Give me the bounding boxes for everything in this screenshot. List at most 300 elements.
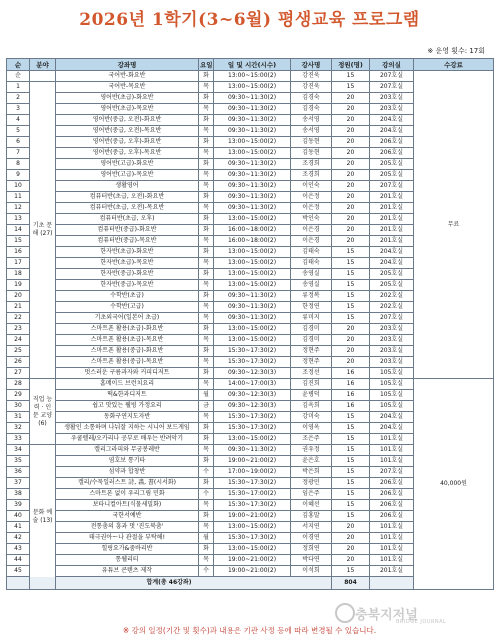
course-name: 유튜브 콘텐츠 제작	[56, 566, 199, 577]
course-name: 한자반(중급)-목요반	[56, 280, 199, 291]
row-number: 11	[7, 192, 30, 203]
course-name: 동화구연지도자반	[56, 412, 199, 423]
day-of-week: 화	[199, 346, 214, 357]
time-slot: 15:30~17:30(2)	[214, 357, 291, 368]
instructor: 한정연	[291, 302, 332, 313]
time-slot: 15:30~17:30(2)	[214, 478, 291, 489]
time-slot: 16:00~18:00(2)	[214, 225, 291, 236]
course-name: 영어반(초급)-화요반	[56, 93, 199, 104]
course-name: 홈메이드 브런치요리	[56, 379, 199, 390]
classroom: 203호실	[370, 357, 414, 368]
day-of-week: 목	[199, 335, 214, 346]
time-slot: 13:00~15:00(2)	[214, 335, 291, 346]
capacity: 15	[332, 71, 370, 82]
time-slot: 15:30~17:00(2)	[214, 489, 291, 500]
time-slot: 13:00~15:00(2)	[214, 544, 291, 555]
classroom: 205호실	[370, 269, 414, 280]
table-row	[7, 379, 494, 390]
course-name: 수학반(고급)	[56, 302, 199, 313]
instructor: 이영옥	[291, 423, 332, 434]
instructor: 이인숙	[291, 181, 332, 192]
day-of-week: 화	[199, 159, 214, 170]
operation-count: ※ 운영 횟수: 17회	[427, 47, 485, 55]
classroom: 101호실	[370, 434, 414, 445]
course-name: 한자반(초급)-목요반	[56, 258, 199, 269]
instructor: 강진욱	[291, 71, 332, 82]
course-name: 컴퓨터반(중급)-화요반	[56, 225, 199, 236]
course-name: 국어반-화요반	[56, 71, 199, 82]
instructor: 박은희	[291, 467, 332, 478]
instructor: 정현주	[291, 357, 332, 368]
time-slot: 19:00~21:00(2)	[214, 456, 291, 467]
header-cell: 수강료	[414, 59, 494, 71]
row-number: 8	[7, 159, 30, 170]
table-row	[7, 71, 494, 82]
course-name: 떡&한과디저트	[56, 390, 199, 401]
classroom: 101호실	[370, 445, 414, 456]
row-number: 23	[7, 324, 30, 335]
capacity: 15	[332, 247, 370, 258]
day-of-week: 목	[199, 379, 214, 390]
day-of-week: 수	[199, 566, 214, 577]
day-of-week: 목	[199, 412, 214, 423]
capacity: 15	[332, 478, 370, 489]
time-slot: 13:00~15:00(2)	[214, 522, 291, 533]
classroom: 206호실	[370, 478, 414, 489]
course-name: 멋스러운 구름과자와 커피디저트	[56, 368, 199, 379]
row-number: 34	[7, 445, 30, 456]
row-number: 44	[7, 555, 30, 566]
row-number: 2	[7, 93, 30, 104]
time-slot: 13:00~15:00(2)	[214, 148, 291, 159]
time-slot: 13:00~15:00(2)	[214, 137, 291, 148]
time-slot: 09:30~11:30(2)	[214, 302, 291, 313]
course-name: 염호보 통기타	[56, 456, 199, 467]
capacity: 15	[332, 434, 370, 445]
header-cell: 강의실	[370, 59, 414, 71]
course-name: 스마트폰 활용(중급)-목요반	[56, 357, 199, 368]
time-slot: 13:00~15:00(2)	[214, 71, 291, 82]
row-number: 12	[7, 203, 30, 214]
capacity: 20	[332, 148, 370, 159]
instructor: 이은정	[291, 192, 332, 203]
classroom: 101호실	[370, 533, 414, 544]
header-cell: 분야	[30, 59, 56, 71]
row-number: 41	[7, 522, 30, 533]
course-name: 보타니컬아트(식물세밀화)	[56, 500, 199, 511]
course-name: 스마트폰 활용(초급)-목요반	[56, 335, 199, 346]
day-of-week: 목	[199, 126, 214, 137]
classroom: 105호실	[370, 390, 414, 401]
instructor: 서지연	[291, 522, 332, 533]
course-name: 컴퓨터반(초급, 오후)	[56, 214, 199, 225]
row-number: 36	[7, 467, 30, 478]
row-number: 31	[7, 412, 30, 423]
row-number: 25	[7, 346, 30, 357]
category-cell: 문화 예술 (13)	[30, 445, 56, 590]
row-number: 28	[7, 379, 30, 390]
classroom: 206호실	[370, 137, 414, 148]
capacity: 20	[332, 522, 370, 533]
instructor: 조정선	[291, 368, 332, 379]
time-slot: 15:30~17:30(2)	[214, 423, 291, 434]
row-number: 20	[7, 291, 30, 302]
day-of-week: 화	[199, 71, 214, 82]
row-number: 13	[7, 214, 30, 225]
instructor: 송영실	[291, 269, 332, 280]
classroom: 203호실	[370, 335, 414, 346]
course-name: 국어반-목요반	[56, 82, 199, 93]
time-slot: 09:30~11:30(2)	[214, 291, 291, 302]
classroom: 206호실	[370, 511, 414, 522]
day-of-week: 목	[199, 82, 214, 93]
instructor: 김옥희	[291, 401, 332, 412]
row-number: 1	[7, 82, 30, 93]
capacity: 15	[332, 489, 370, 500]
day-of-week: 화	[199, 225, 214, 236]
time-slot: 19:00~21:00(2)	[214, 555, 291, 566]
day-of-week: 목	[199, 302, 214, 313]
watermark-sub: BRIDGE JOURNAL	[396, 619, 447, 625]
classroom: 105호실	[370, 401, 414, 412]
course-name: 수학반(초급)	[56, 291, 199, 302]
capacity: 15	[332, 258, 370, 269]
fee-cell: 40,000원	[414, 379, 494, 590]
time-slot: 09:30~11:30(2)	[214, 159, 291, 170]
classroom: 105호실	[370, 368, 414, 379]
time-slot: 15:30~17:30(2)	[214, 533, 291, 544]
capacity: 15	[332, 445, 370, 456]
row-number: 38	[7, 489, 30, 500]
day-of-week: 목	[199, 258, 214, 269]
row-number: 39	[7, 500, 30, 511]
classroom: 207호실	[370, 82, 414, 93]
day-of-week: 화	[199, 478, 214, 489]
instructor: 임은주	[291, 489, 332, 500]
header-cell: 요일	[200, 60, 213, 69]
time-slot: 09:30~12:30(3)	[214, 390, 291, 401]
course-name: 컴퓨터반(초급, 오전)-목요반	[56, 203, 199, 214]
row-number: 18	[7, 269, 30, 280]
classroom: 203호실	[370, 346, 414, 357]
instructor: 김홍말	[291, 511, 332, 522]
course-name: 생활인 소통하며 나눠잘 지하는 시니어 보드게임	[56, 423, 199, 434]
capacity: 15	[332, 566, 370, 577]
classroom: 206호실	[370, 148, 414, 159]
course-name: 생활영어	[56, 181, 199, 192]
capacity: 20	[332, 533, 370, 544]
classroom: 201호실	[370, 236, 414, 247]
time-slot: 09:30~11:30(2)	[214, 445, 291, 456]
course-name: 영어반(중급, 오후)-화요반	[56, 137, 199, 148]
time-slot: 15:30~17:30(2)	[214, 500, 291, 511]
course-name: 스마트폰 없이 우리그림 민화	[56, 489, 199, 500]
day-of-week: 화	[199, 115, 214, 126]
row-number: 29	[7, 390, 30, 401]
day-of-week: 화	[199, 137, 214, 148]
instructor: 김진희	[291, 379, 332, 390]
time-slot: 19:00~21:00(2)	[214, 511, 291, 522]
row-number: 24	[7, 335, 30, 346]
course-name: 캘리그라피와 무궁봉레반	[56, 445, 199, 456]
row-number: 22	[7, 313, 30, 324]
classroom: 204호실	[370, 115, 414, 126]
time-slot: 09:30~11:30(2)	[214, 104, 291, 115]
instructor: 이은경	[291, 225, 332, 236]
time-slot: 13:00~15:00(2)	[214, 82, 291, 93]
time-slot: 09:30~12:30(3)	[214, 368, 291, 379]
time-slot: 09:30~11:30(2)	[214, 93, 291, 104]
instructor: 조은주	[291, 434, 332, 445]
classroom: 201호실	[370, 566, 414, 577]
day-of-week: 화	[199, 192, 214, 203]
capacity: 15	[332, 511, 370, 522]
capacity: 20	[332, 115, 370, 126]
capacity: 20	[332, 555, 370, 566]
classroom: 205호실	[370, 159, 414, 170]
classroom: 101호실	[370, 456, 414, 467]
day-of-week: 화	[199, 247, 214, 258]
total-label: 합계(총 46강좌)	[7, 577, 332, 590]
instructor: 송영실	[291, 280, 332, 291]
instructor: 박인숙	[291, 214, 332, 225]
classroom: 105호실	[370, 379, 414, 390]
instructor: 박다연	[291, 555, 332, 566]
capacity: 15	[332, 302, 370, 313]
instructor: 조경희	[291, 159, 332, 170]
instructor: 조경희	[291, 170, 332, 181]
time-slot: 13:00~15:00(2)	[214, 247, 291, 258]
capacity: 15	[332, 500, 370, 511]
row-number: 30	[7, 401, 30, 412]
classroom: 203호실	[370, 93, 414, 104]
course-name: 영어반(고급)-목요반	[56, 170, 199, 181]
classroom: 202호실	[370, 302, 414, 313]
capacity: 20	[332, 324, 370, 335]
day-of-week: 목	[199, 522, 214, 533]
day-of-week: 목	[199, 445, 214, 456]
row-number: 순	[7, 71, 30, 82]
header-cell: 정원(명)	[332, 59, 370, 71]
instructor: 정희연	[291, 544, 332, 555]
capacity: 15	[332, 467, 370, 478]
row-number: 37	[7, 478, 30, 489]
footnote: ※ 강의 일정(기간 및 횟수)과 내용은 기관 사정 등에 따라 변경될 수 있습니다.	[122, 626, 377, 635]
row-number: 15	[7, 236, 30, 247]
course-name: 영어반(중급, 오전)-목요반	[56, 126, 199, 137]
classroom: 101호실	[370, 522, 414, 533]
capacity: 15	[332, 313, 370, 324]
row-number: 17	[7, 258, 30, 269]
course-name: 통웰리티	[56, 555, 199, 566]
classroom: 205호실	[370, 170, 414, 181]
instructor: 강진욱	[291, 82, 332, 93]
capacity: 20	[332, 192, 370, 203]
course-name: 영어반(고급)-화요반	[56, 159, 199, 170]
course-name: 전통춤의 흥과 멋 '진도북춤'	[56, 522, 199, 533]
day-of-week: 목	[199, 181, 214, 192]
capacity: 16	[332, 390, 370, 401]
time-slot: 09:30~11:30(2)	[214, 203, 291, 214]
capacity: 15	[332, 280, 370, 291]
capacity: 20	[332, 335, 370, 346]
row-number: 10	[7, 181, 30, 192]
row-number: 45	[7, 566, 30, 577]
instructor: 이혜선	[291, 500, 332, 511]
capacity: 15	[332, 412, 370, 423]
classroom: 204호실	[370, 258, 414, 269]
day-of-week: 금	[199, 401, 214, 412]
watermark-logo-icon	[335, 603, 355, 623]
table-body	[7, 71, 494, 590]
page-title: 2026년 1학기(3~6월) 평생교육 프로그램	[79, 10, 420, 30]
capacity: 15	[332, 291, 370, 302]
row-number: 14	[7, 225, 30, 236]
category-cell: 기초 문해 (27)	[30, 82, 56, 379]
classroom: 101호실	[370, 555, 414, 566]
day-of-week: 화	[199, 368, 214, 379]
day-of-week: 목	[199, 280, 214, 291]
day-of-week: 목	[199, 236, 214, 247]
instructor: 윤은호	[291, 456, 332, 467]
row-number: 35	[7, 456, 30, 467]
classroom: 201호실	[370, 192, 414, 203]
instructor: 이은경	[291, 236, 332, 247]
course-name: 국한서예반	[56, 511, 199, 522]
program-table	[6, 58, 494, 590]
day-of-week: 목	[199, 500, 214, 511]
time-slot: 09:30~11:30(2)	[214, 181, 291, 192]
header-cell: 순	[7, 59, 30, 71]
day-of-week: 수	[199, 467, 214, 478]
time-slot: 14:00~17:00(3)	[214, 379, 291, 390]
course-name: 컴퓨터반(초급, 오전)-화요반	[56, 192, 199, 203]
classroom: 203호실	[370, 324, 414, 335]
capacity: 15	[332, 82, 370, 93]
instructor: 윤병덕	[291, 390, 332, 401]
capacity: 16	[332, 368, 370, 379]
instructor: 이은정	[291, 203, 332, 214]
watermark: 충북지저널	[355, 608, 418, 623]
course-name: 쉽고 맛있는 웰빙 가정요리	[56, 401, 199, 412]
day-of-week: 화	[199, 269, 214, 280]
capacity: 20	[332, 203, 370, 214]
classroom: 207호실	[370, 181, 414, 192]
capacity: 20	[332, 170, 370, 181]
time-slot: 16:00~18:00(2)	[214, 236, 291, 247]
classroom: 202호실	[370, 291, 414, 302]
time-slot: 19:00~21:00(2)	[214, 566, 291, 577]
category-cell	[30, 71, 56, 82]
time-slot: 13:00~15:00(2)	[214, 214, 291, 225]
classroom: 207호실	[370, 313, 414, 324]
day-of-week: 화	[199, 544, 214, 555]
classroom: 204호실	[370, 247, 414, 258]
capacity: 16	[332, 401, 370, 412]
course-name: 영어반(초급)-목요반	[56, 104, 199, 115]
instructor: 송서영	[291, 126, 332, 137]
time-slot: 09:30~11:30(2)	[214, 192, 291, 203]
day-of-week: 목	[199, 357, 214, 368]
capacity: 20	[332, 126, 370, 137]
time-slot: 09:30~11:30(2)	[214, 115, 291, 126]
capacity: 20	[332, 159, 370, 170]
day-of-week: 화	[199, 511, 214, 522]
time-slot: 13:00~15:00(2)	[214, 324, 291, 335]
header-cell: 일 및 시간(시수)	[214, 59, 291, 71]
capacity: 16	[332, 379, 370, 390]
row-number: 27	[7, 368, 30, 379]
instructor: 정광민	[291, 478, 332, 489]
capacity: 20	[332, 225, 370, 236]
classroom: 201호실	[370, 214, 414, 225]
row-number: 32	[7, 423, 30, 434]
instructor: 김동현	[291, 148, 332, 159]
instructor: 김경숙	[291, 93, 332, 104]
day-of-week: 월	[199, 390, 214, 401]
category-cell: 직업 능력 · 인문 교양 (6)	[30, 379, 56, 445]
row-number: 21	[7, 302, 30, 313]
capacity: 20	[332, 544, 370, 555]
classroom: 207호실	[370, 467, 414, 478]
row-number: 9	[7, 170, 30, 181]
capacity: 15	[332, 269, 370, 280]
instructor: 김경숙	[291, 104, 332, 115]
day-of-week: 화	[199, 456, 214, 467]
capacity: 20	[332, 357, 370, 368]
header-cell: 강좌명	[56, 59, 199, 71]
total-capacity: 804	[332, 577, 370, 590]
time-slot: 13:00~15:00(2)	[214, 258, 291, 269]
instructor: 권우정	[291, 445, 332, 456]
row-number: 40	[7, 511, 30, 522]
classroom: 201호실	[370, 203, 414, 214]
instructor: 김동현	[291, 137, 332, 148]
capacity: 20	[332, 214, 370, 225]
row-number: 5	[7, 126, 30, 137]
time-slot: 09:30~12:30(3)	[214, 401, 291, 412]
course-name: 스마트폰 활용(중급)-화요반	[56, 346, 199, 357]
classroom: 205호실	[370, 280, 414, 291]
course-name: 태극권아ー나 관절을 부탁해!	[56, 533, 199, 544]
row-number: 16	[7, 247, 30, 258]
day-of-week: 목	[199, 203, 214, 214]
row-number: 42	[7, 533, 30, 544]
instructor: 강미숙	[291, 412, 332, 423]
row-number: 26	[7, 357, 30, 368]
day-of-week: 화	[199, 93, 214, 104]
classroom: 101호실	[370, 544, 414, 555]
table-header	[7, 59, 494, 71]
instructor: 류정복	[291, 291, 332, 302]
capacity: 20	[332, 137, 370, 148]
instructor: 송서영	[291, 115, 332, 126]
course-name: 캘리/수묵일러스트 詩, 畵, 書(시서화)	[56, 478, 199, 489]
course-name: 힐링요가&줌바리반	[56, 544, 199, 555]
time-slot: 09:30~11:30(2)	[214, 313, 291, 324]
capacity: 20	[332, 181, 370, 192]
day-of-week: 목	[199, 148, 214, 159]
time-slot: 13:00~15:00(2)	[214, 280, 291, 291]
row-number: 33	[7, 434, 30, 445]
course-name: 한자반(중급)-화요반	[56, 269, 199, 280]
capacity: 15	[332, 456, 370, 467]
time-slot: 15:30~17:30(2)	[214, 412, 291, 423]
capacity: 20	[332, 346, 370, 357]
course-name: 영어반(중급, 오전)-화요반	[56, 115, 199, 126]
instructor: 정현주	[291, 346, 332, 357]
time-slot: 13:00~15:00(2)	[214, 269, 291, 280]
